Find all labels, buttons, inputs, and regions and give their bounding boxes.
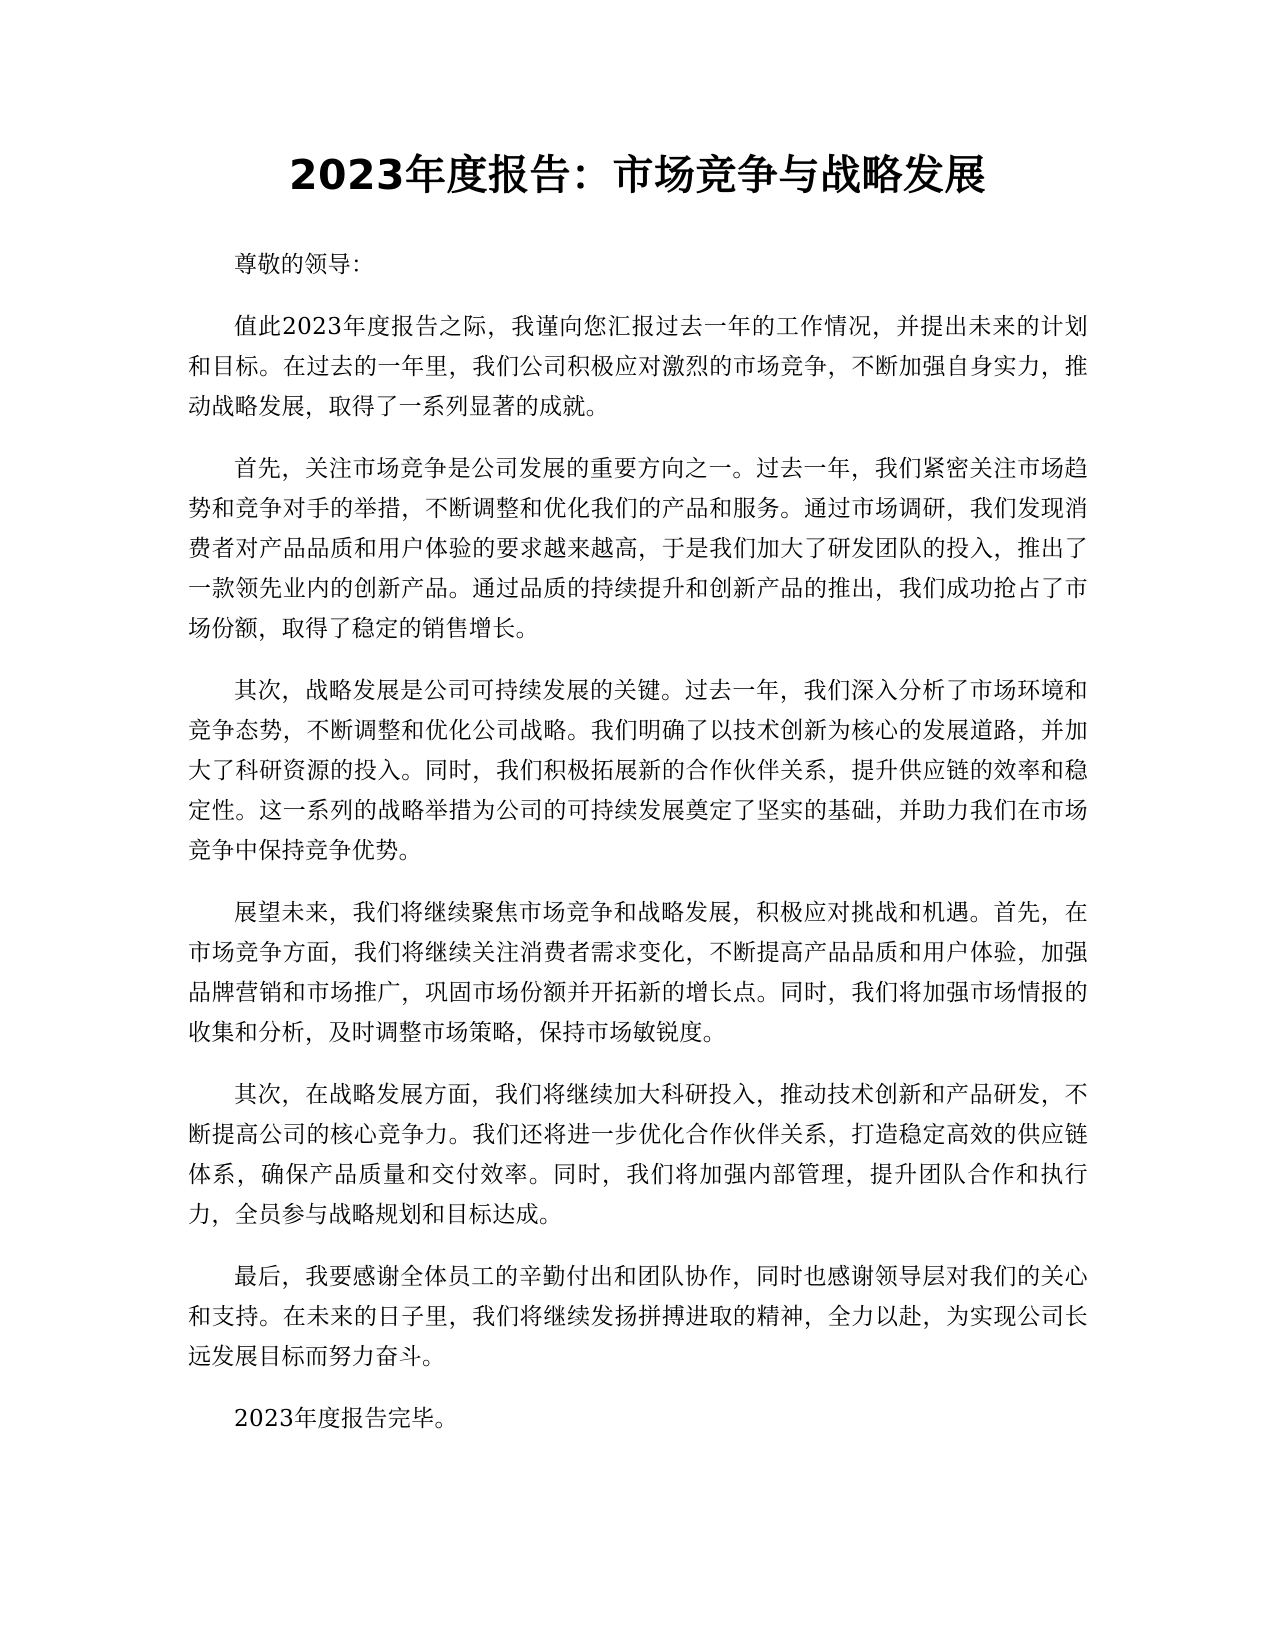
paragraph-strategic-development: 其次，战略发展是公司可持续发展的关键。过去一年，我们深入分析了市场环境和竞争态势，不断调整和优化公司战略。我们明确了以技术创新为核心的发展道路，并加大了科研资源的投入。同时，我们积极拓展新的合作伙伴关系，提升供应链的效率和稳定性。这一系列的战略举措为公司的可持续发展奠定了坚实的基础，并助力我们在市场竞争中保持竞争优势。 <box>188 678 1088 864</box>
document-title: 2023年度报告：市场竞争与战略发展 <box>288 151 987 199</box>
document-body <box>188 245 1088 1461</box>
paragraph-thanks: 最后，我要感谢全体员工的辛勤付出和团队协作，同时也感谢领导层对我们的关心和支持。在未来的日子里，我们将继续发扬拼搏进取的精神，全力以赴，为实现公司长远发展目标而努力奋斗。 <box>188 1264 1088 1370</box>
paragraph-outlook: 展望未来，我们将继续聚焦市场竞争和战略发展，积极应对挑战和机遇。首先，在市场竞争方面，我们将继续关注消费者需求变化，不断提高产品品质和用户体验，加强品牌营销和市场推广，巩固市场份额并开拓新的增长点。同时，我们将加强市场情报的收集和分析，及时调整市场策略，保持市场敏锐度。 <box>188 900 1088 1046</box>
paragraph-market-competition: 首先，关注市场竞争是公司发展的重要方向之一。过去一年，我们紧密关注市场趋势和竞争对手的举措，不断调整和优化我们的产品和服务。通过市场调研，我们发现消费者对产品品质和用户体验的要求越来越高，于是我们加大了研发团队的投入，推出了一款领先业内的创新产品。通过品质的持续提升和创新产品的推出，我们成功抢占了市场份额，取得了稳定的销售增长。 <box>188 456 1088 642</box>
paragraph-intro: 值此2023年度报告之际，我谨向您汇报过去一年的工作情况，并提出未来的计划和目标。在过去的一年里，我们公司积极应对激烈的市场竞争，不断加强自身实力，推动战略发展，取得了一系列显著的成就。 <box>188 314 1088 420</box>
closing-line: 2023年度报告完毕。 <box>234 1406 458 1432</box>
salutation: 尊敬的领导： <box>234 252 375 278</box>
paragraph-strategy-plans: 其次，在战略发展方面，我们将继续加大科研投入，推动技术创新和产品研发，不断提高公司的核心竞争力。我们还将进一步优化合作伙伴关系，打造稳定高效的供应链体系，确保产品质量和交付效率。同时，我们将加强内部管理，提升团队合作和执行力，全员参与战略规划和目标达成。 <box>188 1082 1088 1228</box>
